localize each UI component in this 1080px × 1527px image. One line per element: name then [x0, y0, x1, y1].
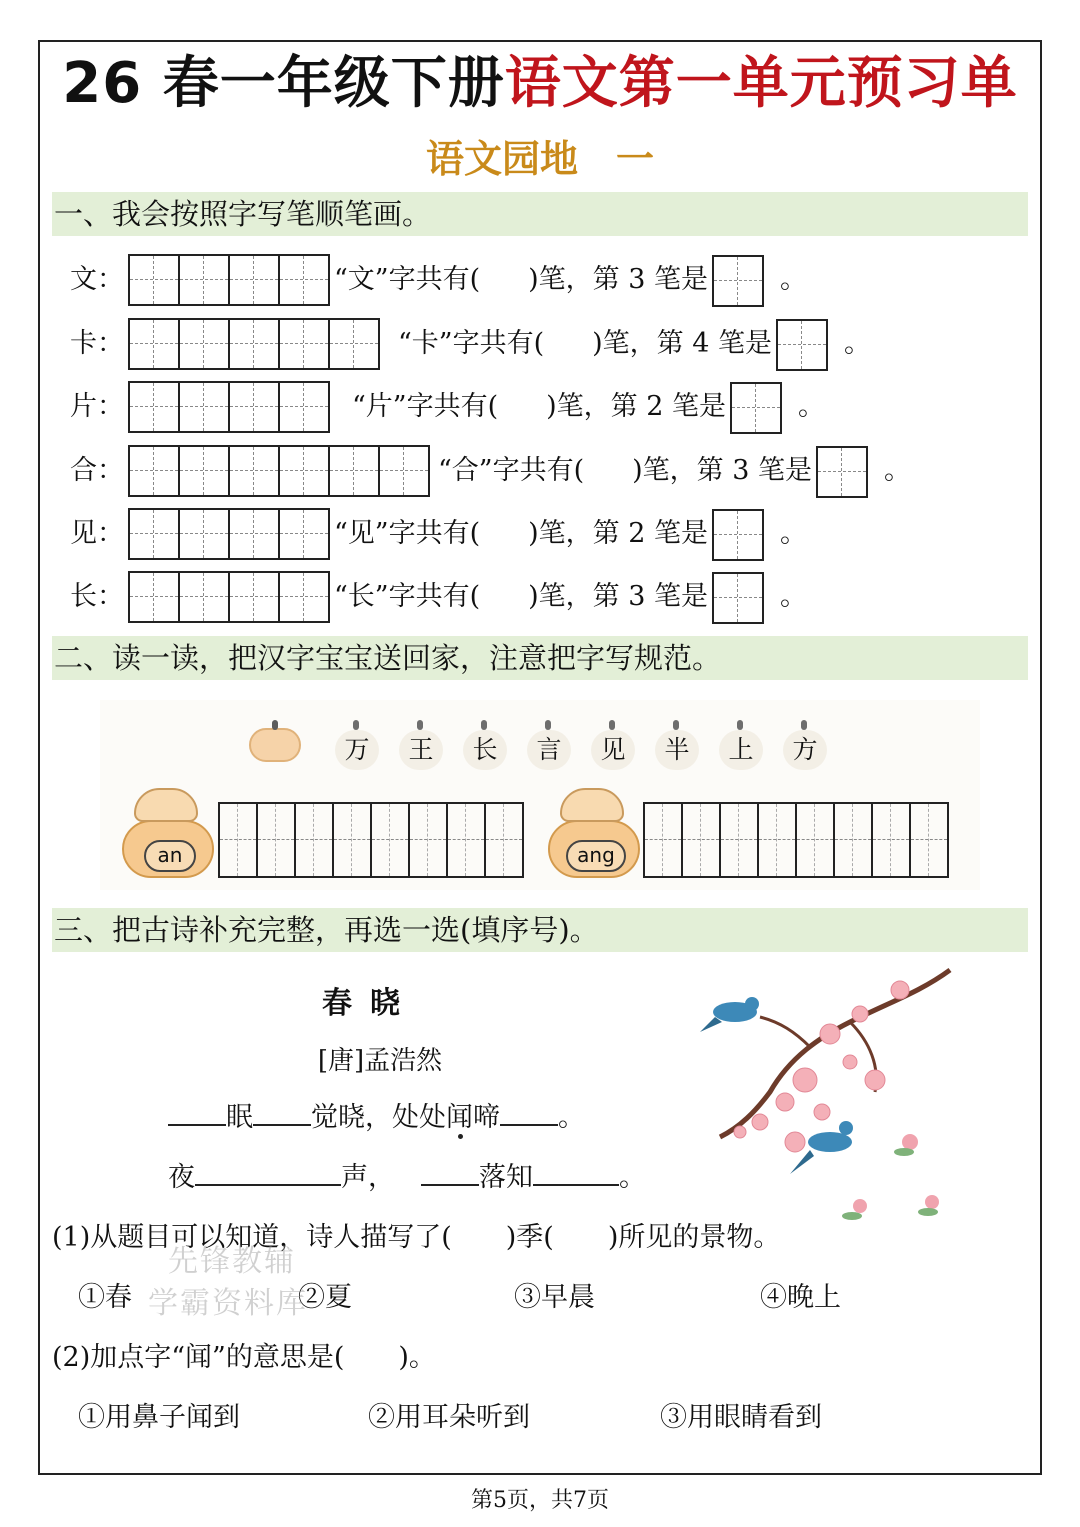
blank[interactable] [195, 1158, 341, 1186]
character-bubble[interactable]: 上 [719, 730, 763, 770]
row-character: 卡： [70, 328, 124, 359]
section1-heading: 一、我会按照字写笔顺笔画。 [52, 192, 1028, 236]
q1-option-3[interactable]: ③早晨 [514, 1282, 595, 1313]
grid-cell[interactable] [228, 381, 280, 433]
leaf-icon [609, 720, 615, 730]
row-character: 合： [70, 455, 124, 486]
q2-option-1[interactable]: ①用鼻子闻到 [78, 1402, 240, 1433]
q1-option-2[interactable]: ②夏 [298, 1282, 352, 1313]
stroke-row [64, 254, 964, 306]
stroke-question: “合”字共有( )笔，第 3 笔是 。 [438, 445, 911, 498]
q2-option-3[interactable]: ③用眼睛看到 [660, 1402, 822, 1433]
writing-cell[interactable] [256, 802, 296, 878]
stroke-question: “片”字共有( )笔，第 2 笔是 。 [352, 381, 825, 434]
stroke-row [64, 571, 964, 623]
blank[interactable] [500, 1098, 558, 1126]
page-footer: 第5页，共7页 [471, 1488, 609, 1513]
page-subtitle: 语文园地 一 [425, 136, 654, 181]
writing-cell[interactable] [218, 802, 258, 878]
section2-heading: 二、读一读，把汉字宝宝送回家，注意把字写规范。 [52, 636, 1028, 680]
grid-cell[interactable] [128, 318, 180, 370]
stroke-grid[interactable] [128, 254, 328, 306]
character-bubble[interactable]: 半 [655, 730, 699, 770]
writing-cell[interactable] [681, 802, 721, 878]
character-bubbles [335, 730, 827, 770]
blank[interactable] [533, 1158, 619, 1186]
leaf-icon [737, 720, 743, 730]
grid-cell[interactable] [128, 508, 180, 560]
grid-cell[interactable] [228, 571, 280, 623]
stroke-grid[interactable] [128, 571, 328, 623]
writing-cell[interactable] [871, 802, 911, 878]
blank[interactable] [421, 1158, 479, 1186]
stroke-answer-box[interactable] [712, 509, 764, 561]
grid-cell[interactable] [178, 381, 230, 433]
grid-cell[interactable] [328, 445, 380, 497]
pumpkin-house-ang [548, 788, 640, 868]
stroke-answer-box[interactable] [816, 446, 868, 498]
grid-cell[interactable] [178, 318, 230, 370]
stroke-grid[interactable] [128, 445, 428, 497]
writing-cell[interactable] [833, 802, 873, 878]
leaf-icon [673, 720, 679, 730]
grid-cell[interactable] [178, 445, 230, 497]
poem-author: [唐]孟浩然 [317, 1046, 443, 1076]
blossom-birds-illustration [700, 962, 960, 1232]
writing-cell[interactable] [719, 802, 759, 878]
leaf-icon [801, 720, 807, 730]
grid-cell[interactable] [278, 571, 330, 623]
grid-cell[interactable] [228, 445, 280, 497]
grid-cell[interactable] [178, 254, 230, 306]
stroke-grid[interactable] [128, 318, 378, 370]
poem-line-1: 眠 觉晓，处处闻啼 。 [168, 1098, 585, 1138]
stroke-row [64, 381, 964, 433]
character-bubble[interactable]: 长 [463, 730, 507, 770]
poem-line-2: 夜 声， 落知 。 [168, 1158, 646, 1198]
blank[interactable] [168, 1098, 226, 1126]
stroke-question: “卡”字共有( )笔，第 4 笔是 。 [398, 318, 871, 371]
stroke-row [64, 508, 964, 560]
character-bubble[interactable]: 见 [591, 730, 635, 770]
section3-heading: 三、把古诗补充完整，再选一选(填序号)。 [52, 908, 1028, 952]
question-1: (1)从题目可以知道，诗人描写了( )季( )所见的景物。 [52, 1222, 781, 1253]
writing-grid-an[interactable] [218, 802, 522, 878]
grid-cell[interactable] [228, 318, 280, 370]
poem-title: 春晓 [322, 986, 418, 1021]
stroke-row [64, 318, 964, 370]
grid-cell[interactable] [278, 254, 330, 306]
page-title: 26 春一年级下册语文第一单元预习单 [62, 51, 1018, 116]
grid-cell[interactable] [178, 571, 230, 623]
house-label-an: an [144, 840, 196, 872]
writing-cell[interactable] [446, 802, 486, 878]
stroke-question: “长”字共有( )笔，第 3 笔是 。 [334, 571, 807, 624]
grid-cell[interactable] [278, 445, 330, 497]
grid-cell[interactable] [328, 318, 380, 370]
dotted-char: 闻 [446, 1102, 473, 1133]
writing-cell[interactable] [484, 802, 524, 878]
house-label-ang: ang [566, 840, 626, 872]
watermark-1: 先锋教辅 [168, 1244, 296, 1279]
leaf-icon [545, 720, 551, 730]
writing-cell[interactable] [909, 802, 949, 878]
writing-cell[interactable] [370, 802, 410, 878]
watermark-2: 学霸资料库 [148, 1286, 308, 1321]
writing-cell[interactable] [795, 802, 835, 878]
writing-cell[interactable] [757, 802, 797, 878]
grid-cell[interactable] [278, 318, 330, 370]
grid-cell[interactable] [228, 508, 280, 560]
stroke-answer-box[interactable] [730, 382, 782, 434]
writing-cell[interactable] [643, 802, 683, 878]
grid-cell[interactable] [228, 254, 280, 306]
stroke-answer-box[interactable] [776, 319, 828, 371]
q1-option-1[interactable]: ①春 [78, 1282, 132, 1313]
blank[interactable] [253, 1098, 311, 1126]
grid-cell[interactable] [178, 508, 230, 560]
grid-cell[interactable] [278, 381, 330, 433]
character-bubble[interactable]: 万 [335, 730, 379, 770]
grid-cell[interactable] [128, 381, 180, 433]
pumpkin-head-icon [245, 720, 305, 762]
stroke-question: “见”字共有( )笔，第 2 笔是 。 [334, 508, 807, 561]
leaf-icon [353, 720, 359, 730]
row-character: 长： [70, 581, 124, 612]
writing-grid-ang[interactable] [643, 802, 947, 878]
grid-cell[interactable] [278, 508, 330, 560]
q1-option-4[interactable]: ④晚上 [760, 1282, 841, 1313]
character-bubble[interactable]: 王 [399, 730, 443, 770]
row-character: 文： [70, 264, 124, 295]
q2-option-2[interactable]: ②用耳朵听到 [368, 1402, 530, 1433]
stroke-grid[interactable] [128, 381, 328, 433]
stroke-answer-box[interactable] [712, 572, 764, 624]
stroke-answer-box[interactable] [712, 255, 764, 307]
writing-cell[interactable] [294, 802, 334, 878]
writing-cell[interactable] [408, 802, 448, 878]
pumpkin-house-an [122, 788, 214, 868]
grid-cell[interactable] [378, 445, 430, 497]
row-character: 见： [70, 518, 124, 549]
grid-cell[interactable] [128, 254, 180, 306]
character-bubble[interactable]: 言 [527, 730, 571, 770]
grid-cell[interactable] [128, 445, 180, 497]
leaf-icon [481, 720, 487, 730]
stroke-question: “文”字共有( )笔，第 3 笔是 。 [334, 254, 807, 307]
leaf-icon [417, 720, 423, 730]
sort-activity [100, 700, 980, 890]
question-2: (2)加点字“闻”的意思是( )。 [52, 1342, 436, 1373]
stroke-row [64, 445, 964, 497]
stroke-grid[interactable] [128, 508, 328, 560]
writing-cell[interactable] [332, 802, 372, 878]
grid-cell[interactable] [128, 571, 180, 623]
character-bubble[interactable]: 方 [783, 730, 827, 770]
row-character: 片： [70, 391, 124, 422]
